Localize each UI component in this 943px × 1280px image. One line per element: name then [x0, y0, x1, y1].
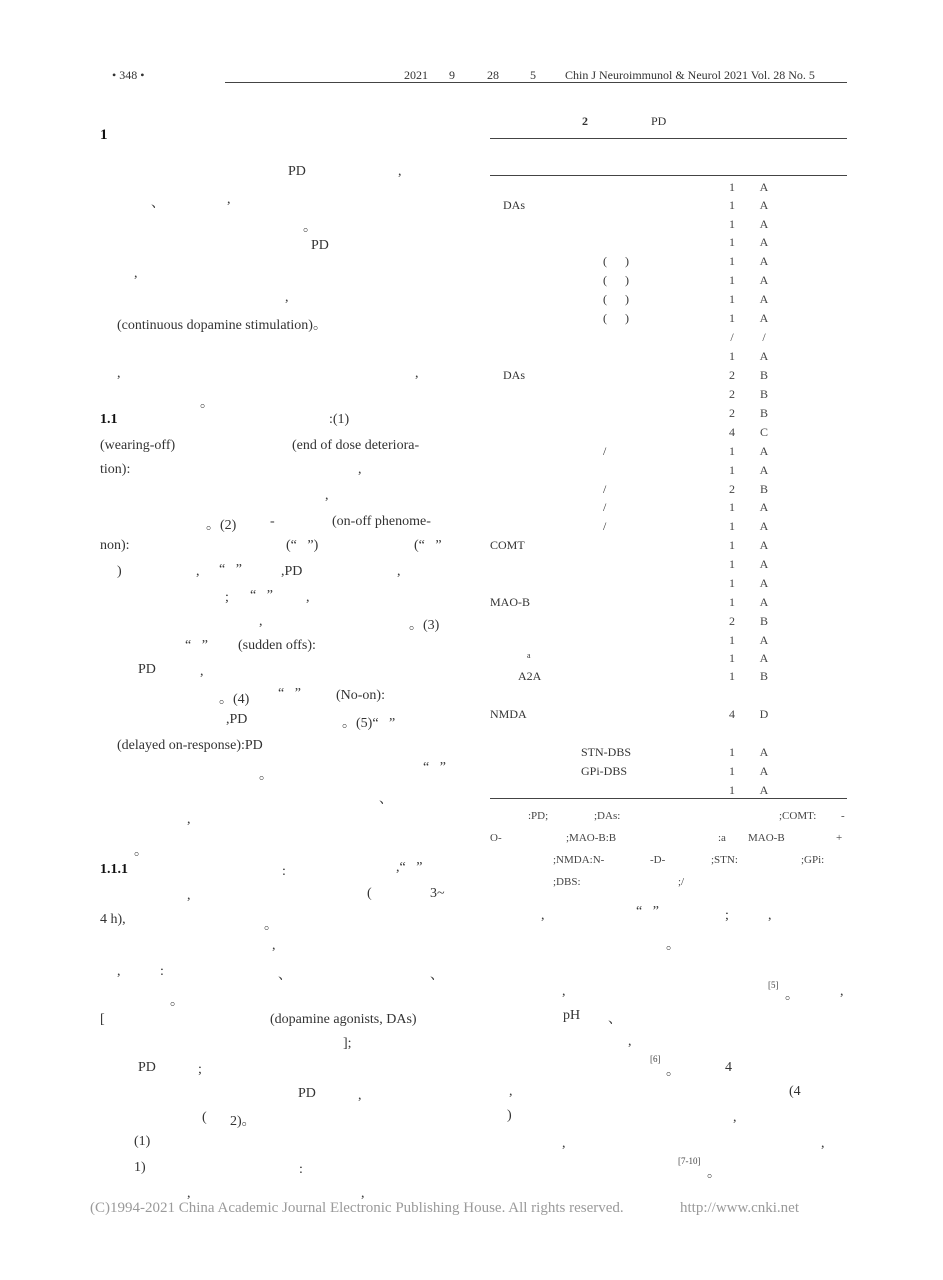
table-cell-grade: A: [759, 538, 769, 552]
table-cell-level: 4: [729, 425, 735, 439]
header-year: 2021: [404, 68, 428, 82]
text-fragment: ,: [541, 908, 545, 923]
table-cell-grade: A: [759, 463, 769, 477]
table-cell-level: 1: [729, 669, 735, 683]
text-fragment: tion):: [100, 462, 131, 477]
text-fragment: ,: [509, 1084, 513, 1099]
copyright-notice: (C)1994-2021 China Academic Journal Electronic Publishing House. All rights reserved.: [90, 1200, 624, 1216]
text-fragment: 。: [666, 1064, 680, 1079]
header-issue: 5: [530, 68, 536, 82]
table-cell-subgroup: ( ): [603, 273, 629, 287]
table-cell-grade: A: [759, 783, 769, 797]
text-fragment: 。: [200, 396, 214, 411]
text-fragment: ;: [198, 1062, 202, 1077]
text-fragment: 。: [170, 994, 184, 1009]
text-fragment: 。: [134, 844, 148, 859]
text-fragment: ,: [196, 564, 200, 579]
text-fragment: 。(2): [206, 518, 237, 533]
text-fragment: 。(4): [219, 692, 250, 707]
text-fragment: ): [117, 564, 122, 579]
table-note: ;/: [678, 876, 685, 888]
section-heading: 1: [100, 127, 108, 143]
citation-5: [5]: [768, 980, 779, 990]
table-cell-level: 1: [729, 633, 735, 647]
text-fragment: ,: [187, 888, 191, 903]
table-cell-group: DAs: [503, 368, 526, 382]
text-fragment: (4: [789, 1084, 801, 1099]
table-cell-grade: A: [759, 444, 769, 458]
text-fragment: ,: [361, 1186, 365, 1201]
text-fragment: ,PD: [226, 712, 248, 727]
table-cell-grade: A: [759, 180, 769, 194]
table-cell-grade: A: [759, 254, 769, 268]
text-fragment: (delayed on-response):PD: [117, 738, 263, 753]
table-cell-level: 2: [729, 368, 735, 382]
table-title: PD: [651, 114, 667, 128]
table-cell-level: 1: [729, 311, 735, 325]
text-fragment: ];: [343, 1036, 352, 1051]
text-fragment: ,: [562, 1136, 566, 1151]
text-fragment: “ ”: [250, 588, 273, 603]
table-note: ;DBS:: [553, 876, 581, 888]
text-fragment: ,: [840, 984, 844, 999]
text-fragment: 。: [259, 768, 273, 783]
table-note: -D-: [650, 854, 666, 866]
text-fragment: 。: [785, 988, 799, 1003]
text-fragment: (: [202, 1110, 207, 1125]
table-header-rule: [490, 175, 847, 176]
table-cell-level: 1: [729, 651, 735, 665]
text-fragment: PD: [288, 164, 306, 179]
text-fragment: “ ”: [636, 904, 659, 919]
table-cell-level: 1: [729, 235, 735, 249]
text-fragment: 。: [666, 938, 680, 953]
table-cell-level: 1: [729, 519, 735, 533]
table-cell-group: A2A: [518, 669, 542, 683]
subsection-1-1: 1.1: [100, 412, 118, 427]
table-cell-grade: A: [759, 519, 769, 533]
text-fragment: (wearing-off): [100, 438, 176, 453]
text-fragment: ,: [187, 1186, 191, 1201]
table-cell-grade: A: [759, 235, 769, 249]
table-title-number: 2: [582, 114, 588, 128]
text-fragment: ,: [397, 564, 401, 579]
table-cell-grade: A: [759, 273, 769, 287]
text-fragment: 。: [707, 1166, 721, 1181]
text-fragment: :: [160, 964, 164, 979]
table-cell-grade: A: [759, 349, 769, 363]
text-fragment: “ ”: [278, 686, 301, 701]
table-cell-level: 1: [729, 273, 735, 287]
text-fragment: 。(5)“ ”: [342, 716, 396, 731]
table-cell-group: COMT: [490, 538, 525, 552]
table-cell-subgroup: GPi-DBS: [581, 764, 628, 778]
table-cell-level: 1: [729, 538, 735, 552]
text-fragment: 。(3): [409, 618, 440, 633]
table-cell-level: 2: [729, 387, 735, 401]
text-fragment: ,: [117, 366, 121, 381]
table-cell-level: 1: [729, 783, 735, 797]
table-cell-level: 4: [729, 707, 735, 721]
cnki-url[interactable]: http://www.cnki.net: [680, 1200, 800, 1216]
text-fragment: ,: [398, 164, 402, 179]
text-fragment: ,: [768, 908, 772, 923]
text-fragment: (continuous dopamine stimulation)。: [117, 318, 327, 333]
table-cell-level: 1: [729, 217, 735, 231]
table-note: ;MAO-B:B: [566, 832, 617, 844]
table-cell-grade: B: [759, 482, 768, 496]
table-cell-level: 1: [729, 745, 735, 759]
text-fragment: 。: [264, 918, 278, 933]
text-fragment: (“ ”: [414, 538, 442, 553]
text-fragment: ,PD: [281, 564, 303, 579]
table-cell-subgroup: /: [603, 444, 607, 458]
text-fragment: 、: [151, 196, 165, 211]
table-cell-grade: A: [759, 745, 769, 759]
text-fragment: ,: [358, 462, 362, 477]
table-cell-subgroup: /: [603, 519, 607, 533]
table-cell-grade: B: [759, 387, 768, 401]
text-fragment: ,: [306, 590, 310, 605]
table-note: ;NMDA:N-: [553, 854, 605, 866]
table-note: ;STN:: [711, 854, 738, 866]
text-fragment: (end of dose deteriora-: [292, 438, 420, 453]
table-cell-subgroup: a: [527, 651, 531, 660]
text-fragment: ;: [725, 908, 729, 923]
table-cell-level: 1: [729, 292, 735, 306]
table-cell-group: MAO-B: [490, 595, 531, 609]
text-fragment: ): [507, 1108, 512, 1123]
text-fragment: (“ ”): [286, 538, 319, 553]
table-cell-grade: A: [759, 595, 769, 609]
text-fragment: ,: [227, 192, 231, 207]
text-fragment: ,: [117, 964, 121, 979]
text-fragment: ,: [259, 614, 263, 629]
text-fragment: ,: [628, 1034, 632, 1049]
text-fragment: 、: [379, 792, 393, 807]
table-cell-level: 1: [729, 180, 735, 194]
text-fragment: 、: [608, 1012, 622, 1027]
table-cell-subgroup: ( ): [603, 292, 629, 306]
table-cell-subgroup: STN-DBS: [581, 745, 632, 759]
text-fragment: “ ”: [185, 638, 208, 653]
text-fragment: ,: [733, 1110, 737, 1125]
text-fragment: (dopamine agonists, DAs): [270, 1012, 417, 1027]
text-fragment: PD: [298, 1086, 316, 1101]
table-cell-grade: A: [759, 633, 769, 647]
text-fragment: PD: [138, 1060, 156, 1075]
text-fragment: 3~: [430, 886, 445, 901]
text-fragment: [: [100, 1012, 105, 1027]
table-cell-level: 1: [729, 198, 735, 212]
text-fragment: ,: [200, 664, 204, 679]
table-cell-level: 1: [729, 500, 735, 514]
table-cell-subgroup: ( ): [603, 254, 629, 268]
table-cell-level: 1: [729, 595, 735, 609]
text-fragment: 2)。: [230, 1114, 256, 1129]
citation-6: [6]: [650, 1054, 661, 1064]
text-fragment: ,: [187, 812, 191, 827]
table-cell-group: NMDA: [490, 707, 527, 721]
text-fragment: (1): [134, 1134, 151, 1149]
text-fragment: ,: [325, 488, 329, 503]
table-cell-level: 2: [729, 614, 735, 628]
text-fragment: (No-on):: [336, 688, 385, 703]
table-cell-grade: B: [759, 368, 768, 382]
table-cell-grade: B: [759, 614, 768, 628]
table-cell-level: 1: [729, 463, 735, 477]
table-top-rule: [490, 138, 847, 139]
text-fragment: PD: [138, 662, 156, 677]
text-fragment: ,: [272, 938, 276, 953]
table-cell-grade: A: [759, 292, 769, 306]
text-fragment: ,“ ”: [396, 860, 423, 875]
text-fragment: 、: [278, 968, 292, 983]
table-cell-grade: A: [759, 500, 769, 514]
table-cell-grade: A: [759, 557, 769, 571]
table-cell-group: DAs: [503, 198, 526, 212]
table-cell-grade: B: [759, 669, 768, 683]
text-fragment: 4: [725, 1060, 732, 1075]
table-cell-grade: A: [759, 651, 769, 665]
journal-title: Chin J Neuroimmunol & Neurol 2021 Vol. 28 No. 5: [565, 68, 815, 82]
table-cell-level: 1: [729, 764, 735, 778]
table-cell-grade: A: [759, 576, 769, 590]
table-cell-grade: D: [759, 707, 769, 721]
table-note: ;DAs:: [594, 810, 621, 822]
text-fragment: ,: [134, 266, 138, 281]
citation-7-10: [7-10]: [678, 1156, 701, 1166]
table-note: :a: [718, 832, 726, 844]
text-fragment: pH: [563, 1008, 581, 1023]
table-note: MAO-B: [748, 832, 785, 844]
text-fragment: (on-off phenome-: [332, 514, 431, 529]
text-fragment: -: [270, 514, 275, 529]
table-cell-level: 1: [729, 254, 735, 268]
text-fragment: (sudden offs):: [238, 638, 316, 653]
table-note: O-: [490, 832, 502, 844]
text-fragment: 、: [430, 968, 444, 983]
table-cell-level: 1: [729, 444, 735, 458]
subsection-1-1-1: 1.1.1: [100, 862, 128, 877]
table-cell-level: 2: [729, 482, 735, 496]
text-fragment: (: [367, 886, 372, 901]
table-cell-grade: A: [759, 311, 769, 325]
table-note: ;GPi:: [801, 854, 825, 866]
table-cell-level: 1: [729, 349, 735, 363]
header-month: 9: [449, 68, 455, 82]
text-fragment: ,: [285, 290, 289, 305]
table-cell-subgroup: ( ): [603, 311, 629, 325]
text-fragment: “ ”: [423, 760, 446, 775]
table-cell-grade: /: [762, 330, 766, 344]
text-fragment: 4 h),: [100, 912, 126, 927]
table-note: :PD;: [528, 810, 549, 822]
table-note: -: [841, 810, 845, 822]
text-fragment: ,: [821, 1136, 825, 1151]
text-fragment: :: [299, 1162, 303, 1177]
table-cell-grade: A: [759, 198, 769, 212]
table-cell-grade: C: [759, 425, 768, 439]
text-fragment: 。: [303, 220, 317, 235]
table-cell-level: 2: [729, 406, 735, 420]
table-note: +: [836, 832, 843, 844]
text-fragment: “ ”: [219, 562, 242, 577]
table-cell-grade: A: [759, 764, 769, 778]
text-fragment: non):: [100, 538, 130, 553]
text-fragment: ,: [358, 1088, 362, 1103]
text-fragment: :: [282, 864, 286, 879]
text-fragment: ,: [415, 366, 419, 381]
text-fragment: 1): [134, 1160, 146, 1175]
text-fragment: :(1): [329, 412, 350, 427]
text-fragment: ,: [562, 984, 566, 999]
text-fragment: PD: [311, 238, 329, 253]
page-number: • 348 •: [112, 68, 145, 82]
table-bottom-rule: [490, 798, 847, 799]
table-cell-level: 1: [729, 557, 735, 571]
header-volume: 28: [487, 68, 499, 82]
text-fragment: ;: [225, 590, 229, 605]
table-cell-grade: A: [759, 217, 769, 231]
table-cell-subgroup: /: [603, 482, 607, 496]
table-cell-level: 1: [729, 576, 735, 590]
table-cell-grade: B: [759, 406, 768, 420]
table-cell-subgroup: /: [603, 500, 607, 514]
table-note: ;COMT:: [779, 810, 817, 822]
table-cell-level: /: [730, 330, 734, 344]
